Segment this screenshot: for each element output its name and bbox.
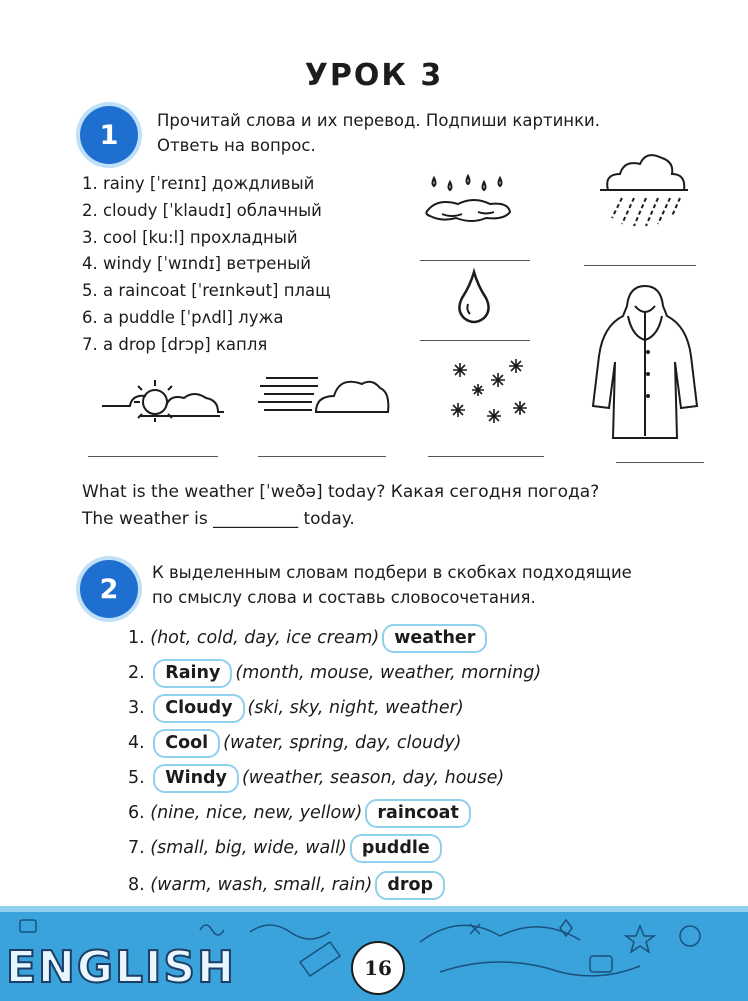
weather-question: What is the weather [ˈweðə] today? Какая сегодня погода?	[82, 482, 600, 502]
item-options: (warm, wash, small, rain)	[150, 875, 373, 895]
task-number-badge-1: 1	[80, 106, 138, 164]
rain-cloud-icon	[596, 152, 692, 242]
highlighted-word: Cloudy	[153, 694, 244, 723]
item-options: (nine, nice, new, yellow)	[150, 803, 363, 823]
highlighted-word: Cool	[153, 729, 220, 758]
highlighted-word: puddle	[350, 834, 442, 863]
vocab-item: 4. windy [ˈwɪndɪ] ветреный	[82, 254, 312, 274]
vocab-item: 1. rainy [ˈreɪnɪ] дождливый	[82, 174, 315, 193]
task1-instruction-line2: Ответь на вопрос.	[157, 136, 316, 155]
highlighted-word: raincoat	[365, 799, 470, 828]
raincoat-icon	[590, 282, 700, 442]
exercise-item	[128, 764, 504, 793]
vocab-item: 3. cool [ku:l] прохладный	[82, 227, 298, 247]
rain-drops-puddle-icon	[420, 170, 520, 240]
item-options: (hot, cold, day, ice cream)	[150, 628, 380, 648]
item-options: (ski, sky, night, weather)	[247, 698, 464, 718]
exercise-item	[128, 799, 474, 828]
highlighted-word: weather	[382, 624, 487, 653]
vocab-list	[82, 174, 331, 362]
drop-icon	[456, 270, 492, 326]
answer-line[interactable]	[428, 456, 544, 457]
answer-line[interactable]	[616, 462, 704, 463]
item-number: 2.	[128, 663, 151, 683]
task2-instruction	[152, 560, 632, 610]
highlighted-word: Rainy	[153, 659, 232, 688]
sun-cloud-icon	[100, 372, 224, 424]
highlighted-word: Windy	[153, 764, 239, 793]
vocab-item: 7. a drop [drɔp] капля	[82, 334, 268, 354]
exercise-item	[128, 871, 448, 900]
answer-line[interactable]	[88, 456, 218, 457]
item-number: 6.	[128, 803, 151, 823]
highlighted-word: drop	[375, 871, 445, 900]
weather-answer-line[interactable]: The weather is __________ today.	[82, 509, 355, 529]
task2-instruction-line2: по смыслу слова и составь словосочетания.	[152, 588, 536, 607]
task2-instruction-line1: К выделенным словам подбери в скобках подходящие	[152, 563, 632, 582]
exercise-item	[128, 729, 462, 758]
item-number: 5.	[128, 768, 151, 788]
item-number: 4.	[128, 733, 151, 753]
answer-line[interactable]	[258, 456, 386, 457]
exercise-item	[128, 624, 490, 653]
item-options: (water, spring, day, cloudy)	[223, 733, 462, 753]
item-number: 3.	[128, 698, 151, 718]
answer-line[interactable]	[584, 265, 696, 266]
vocab-item: 5. a raincoat [ˈreɪnkəut] плащ	[82, 281, 331, 301]
item-options: (small, big, wide, wall)	[150, 838, 347, 858]
lesson-title: УРОК 3	[304, 58, 444, 93]
answer-line[interactable]	[420, 260, 530, 261]
page-number: 16	[351, 941, 405, 995]
exercise-item	[128, 834, 445, 863]
snowflakes-icon	[440, 356, 536, 432]
english-decor-text: ENGLISH	[6, 942, 236, 993]
task-number-badge-2: 2	[80, 560, 138, 618]
exercise-item	[128, 659, 541, 688]
vocab-item: 2. cloudy [ˈklaudɪ] облачный	[82, 200, 322, 220]
item-options: (month, mouse, weather, morning)	[235, 663, 542, 683]
vocab-item: 6. a puddle [ˈpʌdl] лужа	[82, 307, 284, 327]
task1-instruction-line1: Прочитай слова и их перевод. Подпиши картинки.	[157, 111, 601, 130]
item-options: (weather, season, day, house)	[241, 768, 505, 788]
item-number: 1.	[128, 628, 151, 648]
task1-instruction	[157, 108, 600, 158]
exercise-item	[128, 694, 464, 723]
answer-line[interactable]	[420, 340, 530, 341]
item-number: 7.	[128, 838, 151, 858]
wind-cloud-icon	[258, 372, 394, 418]
item-number: 8.	[128, 875, 151, 895]
